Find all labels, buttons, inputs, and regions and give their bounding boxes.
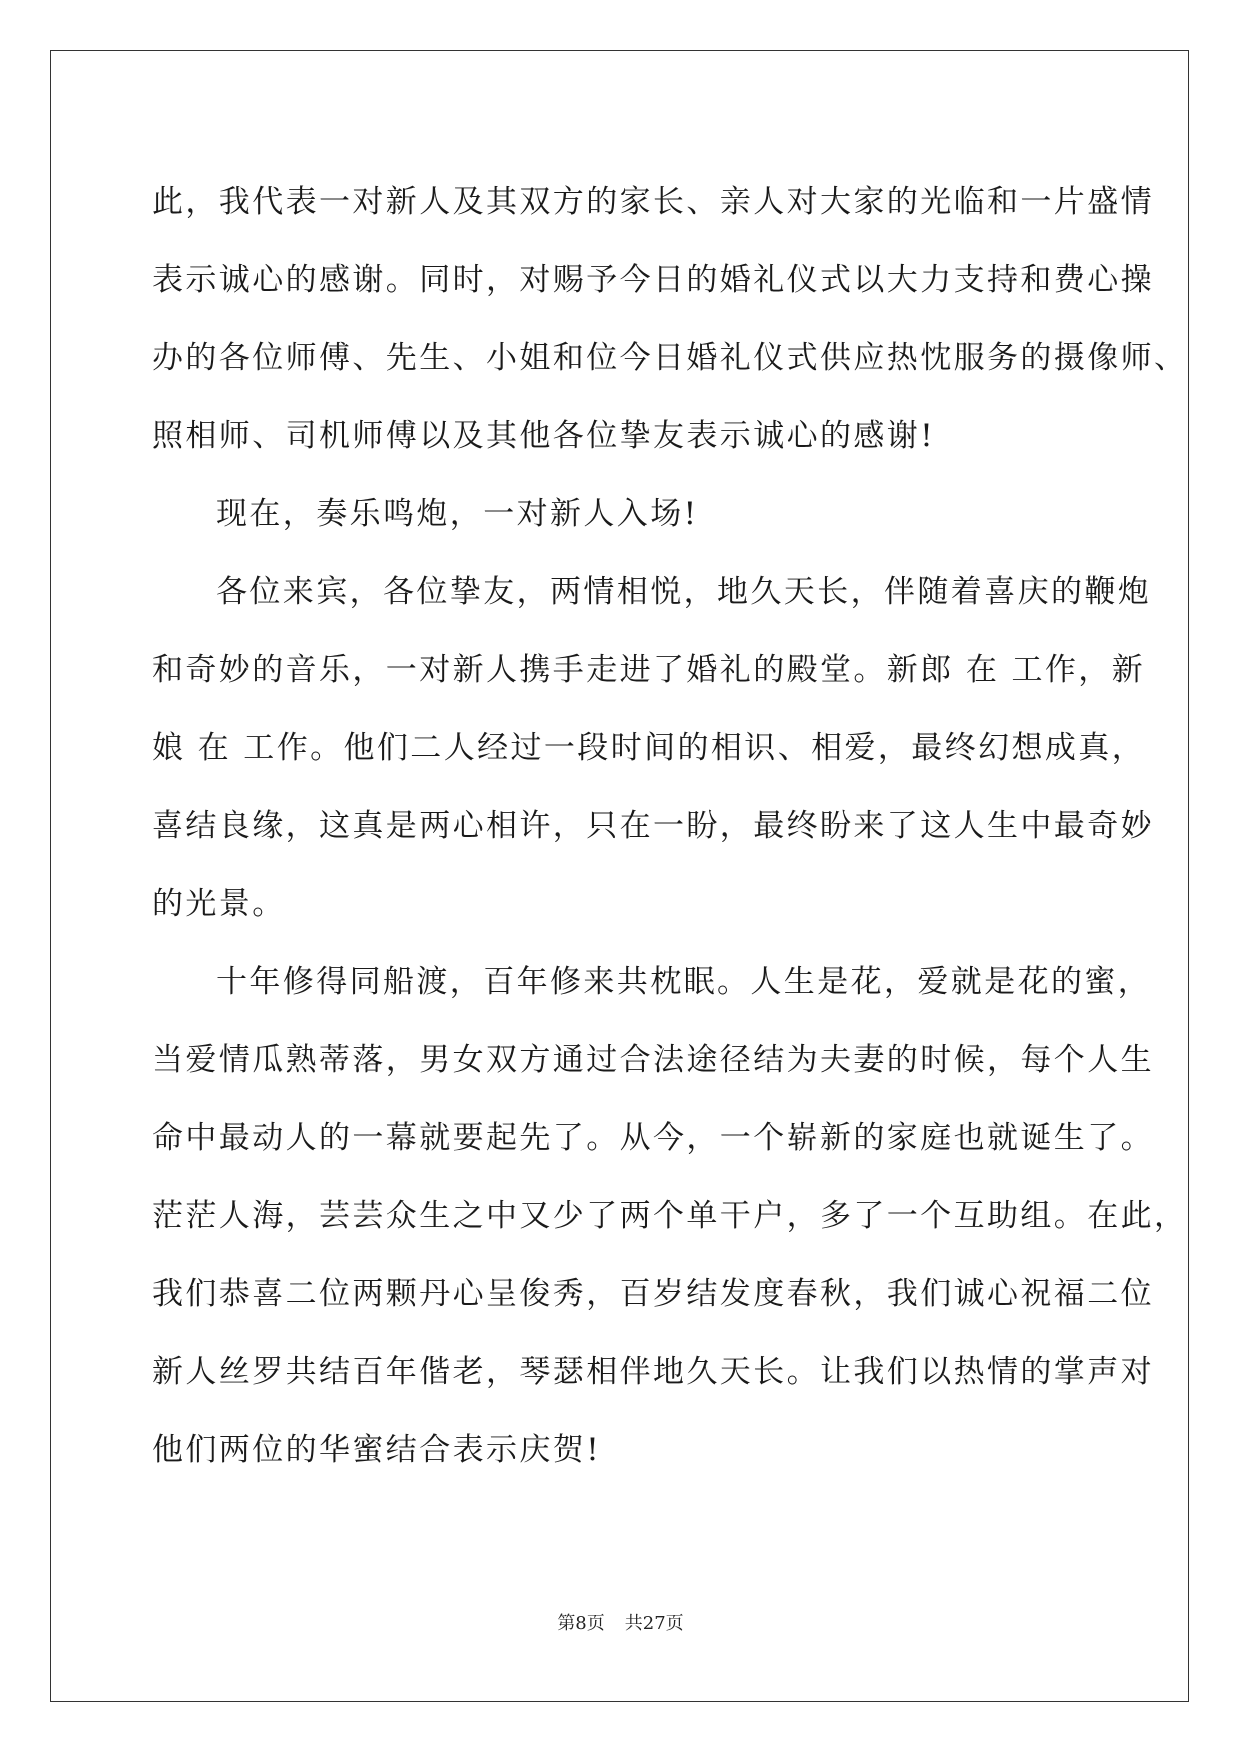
page-number: 第8页 xyxy=(557,1613,605,1634)
paragraph-start-line: 各位来宾，各位挚友，两情相悦，地久天长，伴随着喜庆的鞭炮 xyxy=(216,574,1152,610)
document-body xyxy=(152,163,1188,1489)
text-line: 的光景。 xyxy=(152,886,286,922)
page-footer xyxy=(0,1612,1241,1636)
text-line: 新人丝罗共结百年偕老，琴瑟相伴地久天长。让我们以热情的掌声对 xyxy=(152,1354,1154,1390)
text-line: 和奇妙的音乐，一对新人携手走进了婚礼的殿堂。新郎 在 工作，新 xyxy=(152,652,1146,688)
text-line: 娘 在 工作。他们二人经过一段时间的相识、相爱，最终幻想成真， xyxy=(152,730,1146,766)
text-line: 照相师、司机师傅以及其他各位挚友表示诚心的感谢! xyxy=(152,418,936,454)
text-line: 他们两位的华蜜结合表示庆贺! xyxy=(152,1432,602,1468)
text-line: 命中最动人的一幕就要起先了。从今，一个崭新的家庭也就诞生了。 xyxy=(152,1120,1154,1156)
text-line: 当爱情瓜熟蒂落，男女双方通过合法途径结为夫妻的时候，每个人生 xyxy=(152,1042,1154,1078)
page-total: 共27页 xyxy=(624,1613,684,1634)
text-line: 喜结良缘，这真是两心相许，只在一盼，最终盼来了这人生中最奇妙 xyxy=(152,808,1154,844)
text-line: 此，我代表一对新人及其双方的家长、亲人对大家的光临和一片盛情 xyxy=(152,184,1154,220)
text-line: 表示诚心的感谢。同时，对赐予今日的婚礼仪式以大力支持和费心操 xyxy=(152,262,1154,298)
paragraph-start-line: 十年修得同船渡，百年修来共枕眠。人生是花，爱就是花的蜜， xyxy=(216,964,1152,1000)
text-line: 我们恭喜二位两颗丹心呈俊秀，百岁结发度春秋，我们诚心祝福二位 xyxy=(152,1276,1154,1312)
text-line: 办的各位师傅、先生、小姐和位今日婚礼仪式供应热忱服务的摄像师、 xyxy=(152,340,1188,376)
paragraph-start-line: 现在，奏乐鸣炮，一对新人入场! xyxy=(216,496,699,532)
text-line: 茫茫人海，芸芸众生之中又少了两个单干户，多了一个互助组。在此， xyxy=(152,1198,1188,1234)
